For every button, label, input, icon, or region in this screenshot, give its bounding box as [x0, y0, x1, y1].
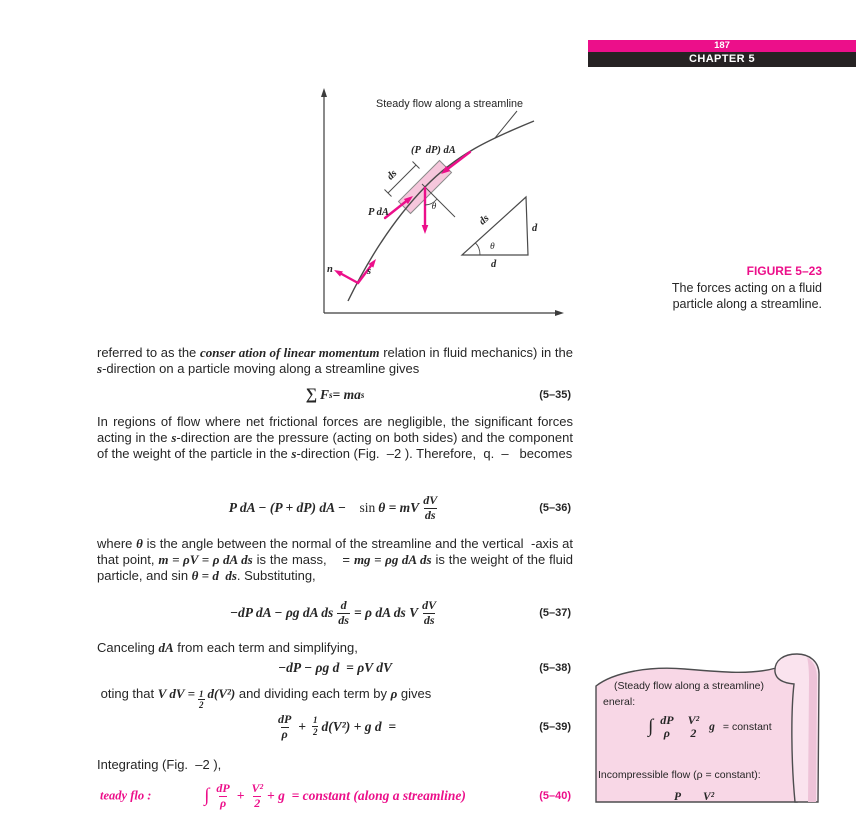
math-term: d(V²) [207, 686, 236, 701]
horizontal-axis-arrowhead [555, 310, 564, 316]
fraction-numerator: V² [251, 781, 264, 796]
fraction-numerator: d [340, 598, 347, 613]
math-term: m = ρV = ρ dA ds [158, 551, 253, 567]
fraction-numerator: dP [216, 781, 230, 796]
math-term: + [236, 788, 245, 803]
figure-number: FIGURE 5–23 [746, 264, 822, 278]
math-term: conser ation of linear momentum [199, 345, 380, 360]
math-term: P dA − (P + dP) dA − [228, 500, 360, 515]
note-heading: (Steady flow along a streamline) [614, 680, 764, 692]
math-term: ρ [390, 686, 398, 701]
math-term: θ [136, 536, 143, 551]
equation-number: (5–36) [539, 502, 571, 514]
fraction-denominator: ds [424, 507, 436, 522]
math-term: θ = d ds [191, 567, 237, 583]
math-term: s [171, 429, 177, 445]
subscript: s [360, 390, 365, 400]
fraction [423, 494, 437, 522]
fraction-numerator: dP [660, 712, 674, 727]
paragraph-angle-definition [97, 536, 573, 584]
figure-5-23 [318, 85, 568, 320]
fraction-denominator: ds [423, 612, 435, 627]
triangle-theta-arc [475, 243, 480, 255]
text-segment: oting that [97, 686, 158, 701]
math-term: + [298, 719, 306, 734]
page-number: 187 [714, 40, 730, 51]
math-term: θ = mV [378, 500, 420, 515]
text-segment: gives [397, 686, 432, 701]
equation-number: (5–38) [539, 662, 571, 674]
math-term: F [320, 387, 330, 402]
fraction-denominator: 2 [312, 726, 318, 737]
equation-5-38 [97, 658, 573, 678]
math-term: = ma [332, 387, 361, 402]
triangle-base-label: d [491, 259, 497, 270]
fraction [688, 714, 700, 741]
text-segment: -direction are the pressure (acting on both sides) and the component of the weight of the particle in the [97, 429, 573, 461]
fraction-numerator: dV [423, 493, 438, 508]
triangle-theta-label: θ [490, 242, 495, 252]
text-segment: referred to as the [97, 345, 200, 360]
math-term: V² [703, 791, 715, 803]
figure-caption [632, 264, 822, 312]
page-number-bar [588, 40, 856, 52]
ds-label: ds [385, 168, 400, 183]
fraction-denominator: ρ [281, 726, 288, 741]
chapter-bar [588, 52, 856, 67]
note-incompressible-equation-partial [674, 791, 714, 803]
summation-symbol: ∑ [305, 386, 318, 403]
fraction [337, 599, 350, 627]
fraction-numerator: dV [422, 598, 437, 613]
math-term: + g = constant (along a streamline) [267, 788, 466, 803]
fraction-numerator: 1 [312, 715, 318, 726]
math-term: g [709, 721, 715, 733]
fraction [198, 689, 205, 710]
math-term: −dP − ρg d = ρV dV [277, 660, 393, 675]
text-segment: and dividing each term by [235, 686, 391, 701]
pressure-top-label: (P dP) dA [411, 145, 456, 156]
text-segment: relation in fluid mechanics) in the [379, 345, 573, 360]
paragraph-forces-description [97, 414, 573, 462]
equation-number: (5–35) [539, 389, 571, 401]
fraction-denominator: 2 [254, 795, 261, 810]
math-term: dA [158, 640, 174, 655]
fraction-denominator: ρ [663, 726, 670, 740]
fraction-denominator: 2 [199, 700, 204, 711]
math-term: sin [359, 500, 376, 515]
fraction [422, 599, 436, 627]
text-segment: Integrating (Fig. –2 ), [97, 757, 222, 772]
paragraph-integrating [97, 757, 573, 773]
fraction-denominator: ρ [219, 795, 227, 810]
subscript: s [329, 390, 333, 400]
vertical-axis-arrowhead [321, 88, 327, 97]
text-segment: -direction (Fig. –2 ). Therefore, q. – becomes [296, 445, 573, 461]
text-segment: . Substituting, [236, 567, 316, 583]
note-incompressible-label: Incompressible flow (ρ = constant): [598, 769, 761, 781]
text-segment: is the mass, = [252, 551, 354, 567]
label-leader-line [495, 111, 517, 138]
math-term: V dV = [157, 686, 195, 701]
slope-triangle [462, 197, 528, 255]
fraction-numerator: V² [687, 712, 700, 727]
equation-number: (5–40) [539, 790, 571, 802]
fraction-denominator: ds [338, 612, 349, 627]
note-equation-tail: = constant [722, 721, 772, 733]
fraction-numerator: 1 [199, 689, 204, 699]
text-segment: -direction on a particle moving along a streamline gives [102, 360, 420, 376]
fraction [278, 713, 291, 741]
figure-caption-line: particle along a streamline. [672, 296, 822, 311]
s-axis-label: s [367, 266, 372, 277]
text-segment: is the weight of the fluid particle, and sin [97, 551, 573, 583]
note-general-equation [648, 712, 772, 742]
pressure-bottom-label: P dA [368, 207, 389, 218]
math-term: d(V²) + g d = [321, 719, 397, 734]
fraction [251, 782, 263, 810]
paragraph-canceling [97, 640, 573, 656]
chapter-label: CHAPTER 5 [689, 53, 755, 65]
equation-5-35 [97, 385, 573, 405]
equation-number: (5–39) [539, 721, 571, 733]
text-segment: where [97, 536, 137, 551]
theta-label: θ [431, 202, 437, 212]
fraction [312, 715, 319, 736]
equation-5-37 [97, 594, 573, 632]
math-term: −dP dA − ρg dA ds [229, 605, 334, 620]
math-term: mg = ρg dA ds [353, 551, 432, 567]
text-segment: is the angle between the normal of the streamline and the vertical -axis at that point, [97, 536, 573, 567]
text-segment: Canceling [97, 640, 159, 655]
streamline-normal-line [422, 184, 455, 217]
figure-caption-line: The forces acting on a fluid [671, 281, 822, 295]
text-segment: In regions of flow where net frictional forces are negligible, the significant forces acting in the [97, 414, 573, 445]
equation-5-39 [97, 708, 573, 746]
figure-title-label: Steady flow along a streamline [376, 98, 524, 110]
equation-lead-label: teady flo : [100, 788, 152, 803]
text-segment: from each term and simplifying, [173, 640, 358, 655]
integral-symbol: ∫ [204, 784, 210, 806]
fraction-numerator: dP [277, 712, 292, 727]
math-term: = ρ dA ds V [353, 605, 419, 620]
equation-5-40 [97, 776, 573, 816]
triangle-vertical-label: d [532, 223, 538, 234]
math-term: s [291, 445, 297, 461]
fraction-denominator: 2 [690, 726, 697, 740]
equation-number: (5–37) [539, 607, 571, 619]
streamline-forces-diagram [318, 85, 568, 320]
integral-symbol: ∫ [648, 715, 654, 737]
equation-5-36 [97, 490, 573, 526]
bernoulli-note-scroll [590, 650, 836, 803]
note-general-label: eneral: [603, 696, 636, 708]
fraction [660, 714, 673, 741]
fraction [216, 782, 229, 810]
triangle-ds-label: ds [477, 212, 492, 228]
paragraph-momentum-relation [97, 345, 573, 377]
math-term: P [674, 791, 682, 803]
n-axis-label: n [327, 264, 333, 275]
math-term: s [97, 360, 103, 376]
